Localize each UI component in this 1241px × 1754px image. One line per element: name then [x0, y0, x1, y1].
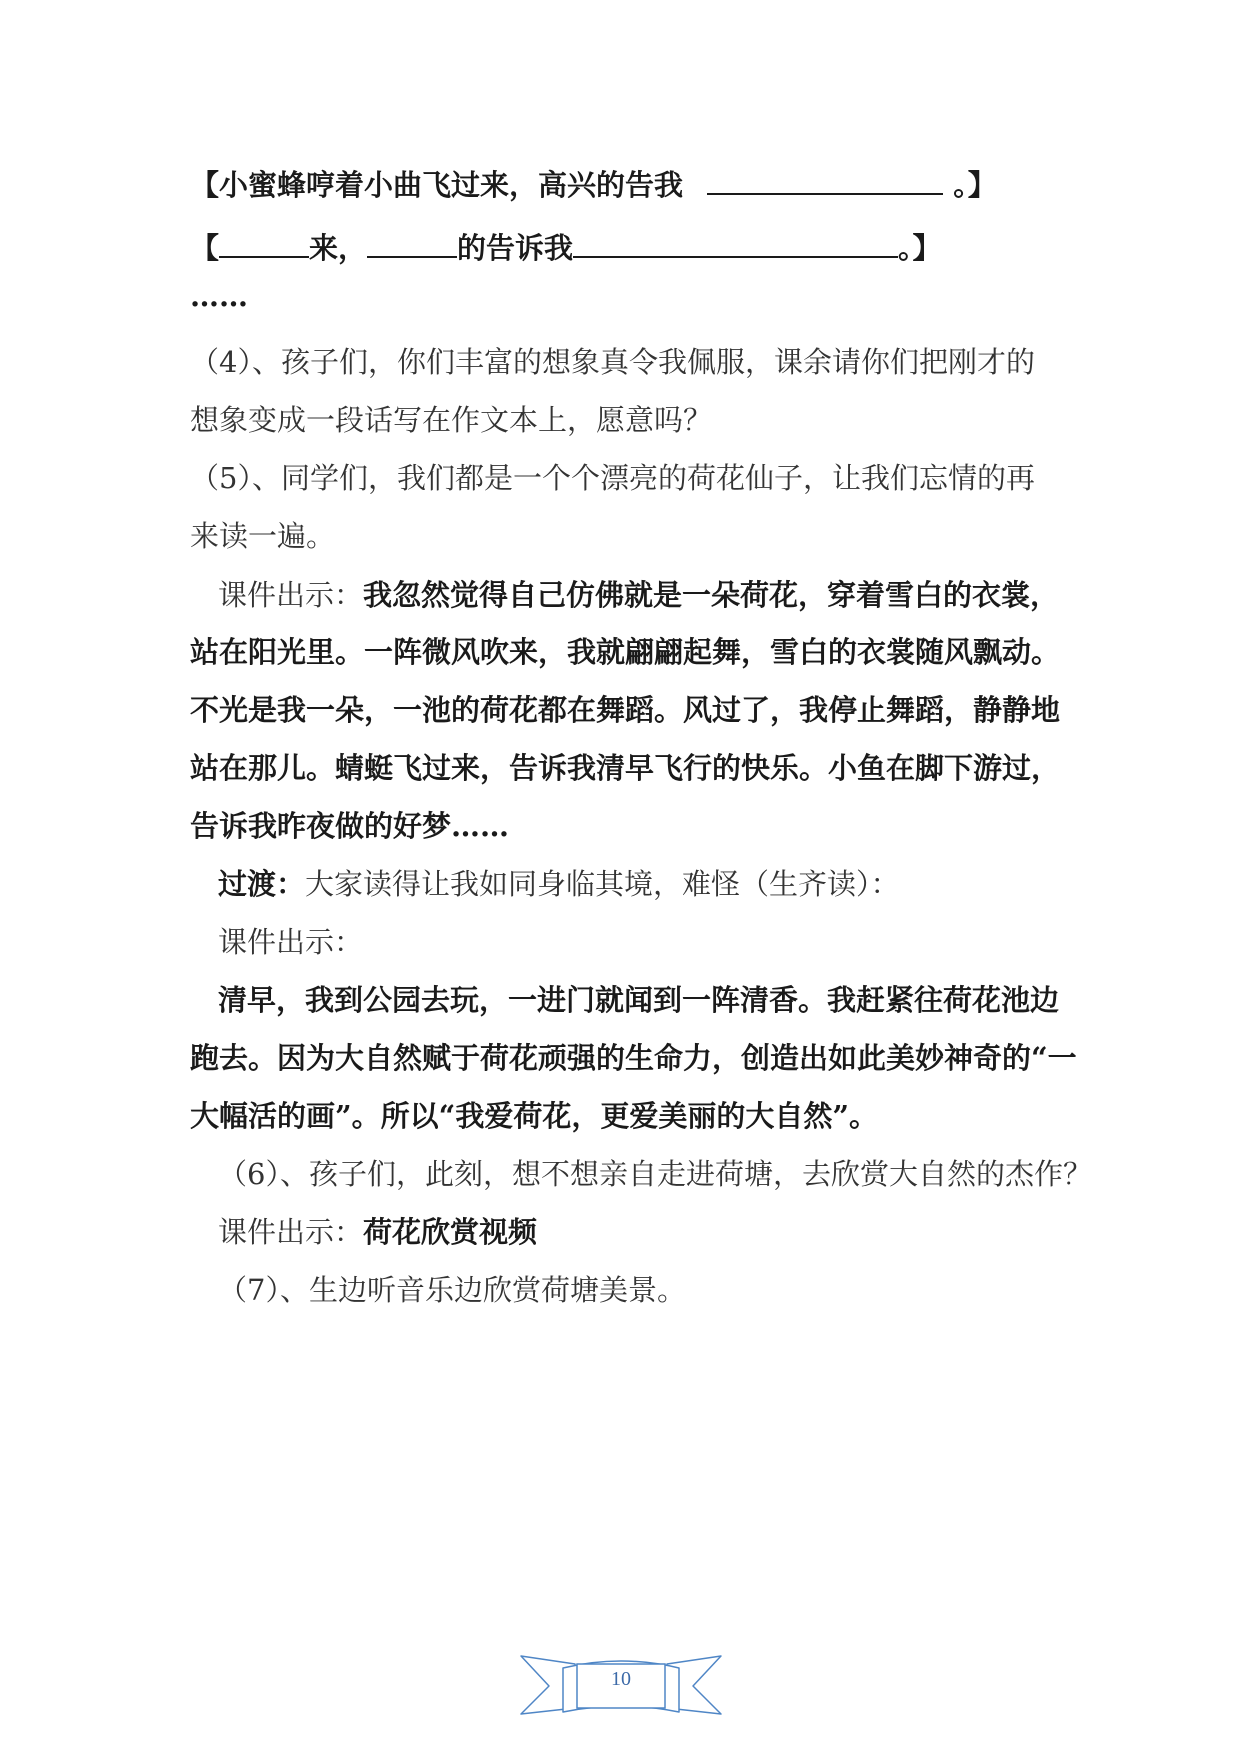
- courseware1-line-4: 站在那儿。蜻蜓飞过来，告诉我清早飞行的快乐。小鱼在脚下游过，: [190, 751, 1061, 785]
- fill1-blank[interactable]: [707, 163, 943, 195]
- courseware2-line-1: 清早，我到公园去玩，一进门就闻到一阵清香。我赶紧往荷花池边: [218, 983, 1060, 1017]
- courseware1-line-2: 站在阳光里。一阵微风吹来，我就翩翩起舞，雪白的衣裳随风飘动。: [190, 635, 1061, 669]
- fill2-tell: 的告诉我: [457, 231, 574, 265]
- courseware3-text: 荷花欣赏视频: [363, 1215, 538, 1249]
- courseware3-line: [218, 1212, 1098, 1252]
- fill1-end: 。】: [953, 168, 997, 202]
- fill2-blank-3[interactable]: [573, 226, 898, 258]
- fill-in-line-1: [190, 163, 1070, 205]
- page-number: 10: [611, 1668, 631, 1690]
- p5-line-2: 来读一遍。: [190, 519, 336, 553]
- ellipsis: ……: [190, 279, 248, 313]
- courseware1-line-1: [218, 575, 1098, 615]
- courseware3-label: 课件出示：: [218, 1215, 364, 1249]
- courseware2-line-2: 跑去。因为大自然赋于荷花顽强的生命力，创造出如此美妙神奇的“一: [190, 1041, 1077, 1075]
- courseware1-label: 课件出示：: [218, 578, 364, 612]
- courseware1-line-3: 不光是我一朵，一池的荷花都在舞蹈。风过了，我停止舞蹈，静静地: [190, 693, 1061, 727]
- courseware1-line-5: 告诉我昨夜做的好梦……: [190, 809, 510, 843]
- transition-text: 大家读得让我如同身临其境，难怪（生齐读）：: [305, 867, 900, 901]
- transition-line: [218, 864, 1098, 904]
- p4-line-2: 想象变成一段话写在作文本上，愿意吗？: [190, 403, 713, 437]
- courseware1-text-1: 我忽然觉得自己仿佛就是一朵荷花，穿着雪白的衣裳，: [363, 578, 1060, 612]
- fill1-text: 【小蜜蜂哼着小曲飞过来，高兴的告我: [190, 168, 684, 202]
- fill2-open: 【: [190, 231, 220, 265]
- p7-line: （7）、生边听音乐边欣赏荷塘美景。: [218, 1273, 686, 1307]
- fill-in-line-2: [190, 226, 1070, 268]
- courseware2-label: 课件出示：: [218, 925, 364, 959]
- courseware2-line-3: 大幅活的画”。所以“我爱荷花，更爱美丽的大自然”。: [190, 1099, 879, 1133]
- p6-line: （6）、孩子们，此刻，想不想亲自走进荷塘，去欣赏大自然的杰作？: [218, 1157, 1092, 1191]
- p5-line-1: （5）、同学们，我们都是一个个漂亮的荷花仙子，让我们忘情的再: [190, 461, 1035, 495]
- p4-line-1: （4）、孩子们，你们丰富的想象真令我佩服，课余请你们把刚才的: [190, 345, 1035, 379]
- page-footer: [515, 1650, 727, 1722]
- fill2-blank-1[interactable]: [219, 226, 309, 258]
- transition-label: 过渡：: [218, 867, 306, 901]
- fill2-blank-2[interactable]: [367, 226, 457, 258]
- fill2-come: 来，: [309, 231, 368, 265]
- fill2-end: 。】: [898, 231, 942, 265]
